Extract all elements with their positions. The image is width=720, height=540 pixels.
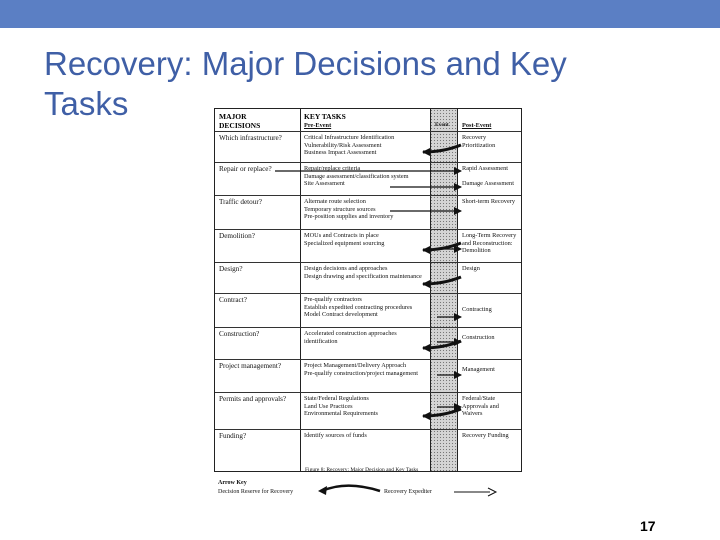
arrow-key-expedite-label: Recovery Expediter (384, 489, 432, 495)
arrow-key-title: Arrow Key (218, 480, 247, 486)
decision-reserve-arrow (423, 409, 461, 416)
key-task-cell: Accelerated construction approaches identification (304, 330, 397, 345)
decision-cell: Traffic detour? (219, 198, 262, 206)
title-bar-accent (0, 0, 720, 28)
post-event-cell: Short-term Recovery (462, 198, 515, 205)
decision-cell: Which infrastructure? (219, 134, 282, 142)
decision-cell: Project management? (219, 362, 282, 370)
header-key-tasks: KEY TASKS (304, 112, 346, 121)
decision-cell: Demolition? (219, 232, 255, 240)
slide-title-line-1: Recovery: Major Decisions and Key (44, 45, 567, 82)
post-event-cell: Construction (462, 334, 495, 341)
decision-cell: Funding? (219, 432, 247, 440)
post-event-cell: Long-Term Recovery and Reconstruction: Demolition (462, 232, 517, 255)
decision-reserve-arrow (423, 277, 461, 284)
arrow-key-expedite-icon (452, 486, 498, 498)
decision-cell: Permits and approvals? (219, 395, 287, 403)
header-major-decisions: MAJOR DECISIONS (219, 112, 261, 130)
decision-reserve-arrow (423, 145, 461, 152)
key-task-cell: State/Federal Regulations Land Use Practices Environmental Requirements (304, 395, 378, 418)
page-number: 17 (640, 518, 656, 534)
header-post-event: Post-Event (462, 122, 492, 129)
post-event-cell: Rapid Assessment Damage Assessment (462, 165, 514, 188)
post-event-cell: Recovery Funding (462, 432, 509, 439)
slide-title-line-2: Tasks (44, 85, 129, 122)
key-task-cell: Project Management/Delivery Approach Pre-qualify construction/project management (304, 362, 419, 377)
post-event-cell: Management (462, 366, 495, 373)
post-event-cell: Design (462, 265, 480, 272)
key-task-cell: Design decisions and approaches Design drawing and specification maintenance (304, 265, 422, 280)
figure-caption: Figure 8: Recovery: Major Decision and Key Tasks (305, 467, 419, 473)
post-event-cell: Contracting (462, 306, 492, 313)
key-task-cell: Alternate route selection Temporary structure sources Pre-position supplies and inventory (304, 198, 394, 221)
key-task-cell: Repair/replace criteria Damage assessment/classification system Site Assessment (304, 165, 409, 188)
arrow-key-decision-icon (318, 484, 382, 498)
decision-cell: Design? (219, 265, 243, 273)
arrow-layer (215, 109, 521, 471)
decision-cell: Contract? (219, 296, 247, 304)
key-task-cell: Critical Infrastructure Identification Vulnerability/Risk Assessment Business Impact Assessment (304, 134, 395, 157)
header-event: Event (435, 122, 449, 128)
key-task-cell: MOUs and Contracts in place Specialized equipment sourcing (304, 232, 385, 247)
decision-cell: Construction? (219, 330, 260, 338)
header-pre-event: Pre-Event (304, 122, 332, 129)
post-event-cell: Federal/State Approvals and Waivers (462, 395, 499, 418)
decision-cell: Repair or replace? (219, 165, 272, 173)
key-task-cell: Pre-qualify contractors Establish expedited contracting procedures Model Contract development (304, 296, 413, 319)
arrow-key-decision-label: Decision Reserve for Recovery (218, 489, 294, 495)
decision-task-figure (214, 108, 522, 472)
key-task-cell: Identify sources of funds (304, 432, 367, 439)
post-event-cell: Recovery Prioritization (462, 134, 496, 149)
